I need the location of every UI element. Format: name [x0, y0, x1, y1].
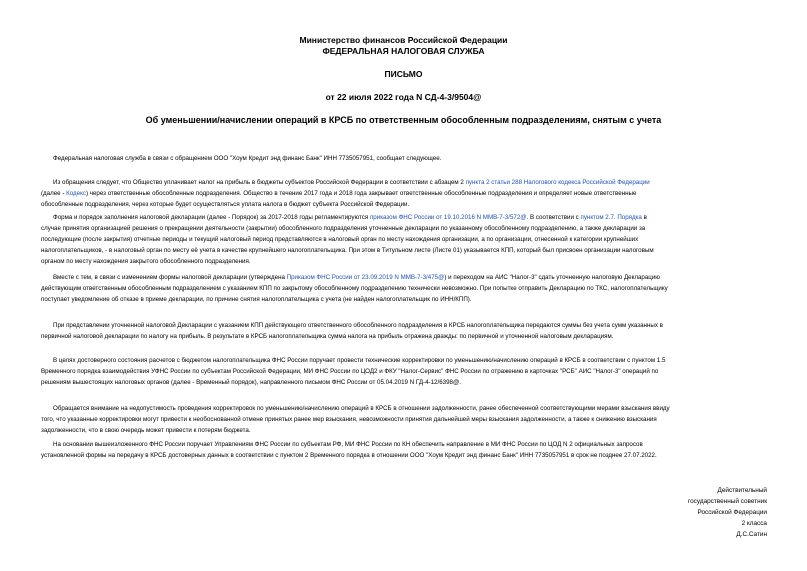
- paragraph-line: Обращается внимание на недопустимость проведения корректировок по уменьшению/начислению операций в КРСБ в отношении задолженности, ранее обеспеченной соответствующими мерами взыскания ввиду: [53, 405, 670, 412]
- paragraph-line: поступает уведомление об отказе в приеме декларации, по причине снятия налогоплательщика с учета (не найден налогоплательщик по ИНН/КПП).: [41, 296, 472, 303]
- paragraph-line: обособленные подразделения, через которые будет осуществляться уплата налога в бюджет субъекта Российской Федерации.: [41, 201, 410, 208]
- paragraph-line: действующим ответственным обособленным подразделением с указанием КПП по закрытому обособленному подразделению технически невозможно. При попытке отправить Декларацию по ТКС, налогоплательщику: [41, 285, 668, 292]
- paragraph-1: [41, 153, 768, 164]
- paragraph-6: [41, 355, 768, 388]
- document-date-number: от 22 июля 2022 года N СД-4-3/9504@: [325, 92, 482, 102]
- paragraph-5: [41, 320, 768, 342]
- paragraph-line: При представлении уточненной налоговой Декларации с указанием КПП действующего ответственного обособленного подразделения в КРСБ налогоплательщика передаются суммы без учета сумм указанных в: [53, 322, 663, 329]
- paragraph-line: [41, 188, 768, 199]
- paragraph-4: [41, 272, 768, 305]
- paragraph-line: случае принятия организацией решения о прекращении деятельности (закрытии) обособленного подразделения уточненные декларации по указанному обособленному подразделению, а также декларации за: [41, 225, 646, 232]
- text-run: в: [641, 214, 647, 221]
- text-run: ) через ответственные обособленные подразделения. Общество в течение 2017 года и 2018 года закрывает ответственные обособленные подразделения и определяет новые ответственные: [85, 190, 637, 197]
- paragraph-3: [41, 212, 768, 267]
- code-link[interactable]: Кодекс: [66, 190, 86, 197]
- ministry-title: Министерство финансов Российской Федерации: [299, 35, 508, 45]
- paragraph-2: [41, 177, 768, 210]
- document-type: ПИСЬМО: [384, 69, 423, 79]
- paragraph-8: [41, 439, 768, 461]
- signature-line: Действительный: [717, 487, 767, 494]
- signature-line: Российской Федерации: [697, 509, 767, 516]
- signatory-name: Д.С.Сатин: [736, 531, 767, 538]
- text-run: Вместе с тем, в связи с изменением формы налоговой декларации (утверждена: [53, 274, 287, 281]
- procedure-clause-link[interactable]: пунктом 2.7. Порядка: [580, 214, 642, 221]
- text-run: Из обращения следует, что Общество уплачивает налог на прибыль в бюджеты субъектов Российской Федерации в соответствии с абзацем 2: [53, 179, 466, 186]
- paragraph-line: того, что указанные корректировки могут привести к необоснованной отмене принятых ранее мер взыскания, невозможности принятия дальнейшей меры взыскания задолженности, а также к снижению взыскания: [41, 416, 657, 423]
- document-subject: Об уменьшении/начислении операций в КРСБ по ответственным обособленным подразделениям, снятым с учета: [145, 115, 662, 125]
- paragraph-line: [41, 212, 768, 223]
- paragraph-line: решениям вышестоящих налоговых органов (далее - Временный порядок), направленного письмом ФНС России от 05.04.2019 N ГД-4-12/6398@.: [41, 379, 461, 386]
- paragraph-line: первичной налоговой декларации по налогу на прибыль. В результате в КРСБ налогоплательщика сумма налога на прибыль отражена дважды: по первичной и уточненной налоговым декларациям.: [41, 333, 614, 340]
- paragraph-line: задолженности, что в свою очередь может привести к потерям бюджета.: [41, 427, 251, 434]
- paragraph-line: В целях достоверного состояния расчетов с бюджетом налогоплательщика ФНС России поручает провести технические корректировки по уменьшению/начислению операций в КРСБ в соответствии с пунктом 1.5: [53, 357, 666, 364]
- paragraph-line: Федеральная налоговая служба в связи с обращением ООО "Хоум Кредит энд финанс Банк" ИНН 7735057951, сообщает следующее.: [53, 155, 442, 162]
- paragraph-line: установленной формы на передачу в КРСБ достоверных данных в соответствии с пунктом 2 Временного порядка в отношении ООО "Хоум Кредит энд финанс Банк" ИНН 7735057951 в срок не позднее 27.07.2022.: [41, 452, 657, 459]
- text-run: ) и переходом на АИС "Налог-3" сдать уточненную налоговую Декларацию: [444, 274, 660, 281]
- order-572-link[interactable]: приказом ФНС России от 19.10.2016 N ММВ-7-3/572@: [369, 214, 527, 221]
- paragraph-line: На основании вышеизложенного ФНС России поручает Управлениям ФНС России по субъектам РФ, МИ ФНС России по КН обеспечить направление в МИ ФНС России по ЦОД N 2 официальных запросов: [53, 441, 643, 448]
- text-run: Форма и порядок заполнения налоговой декларации (далее - Порядок) за 2017-2018 годы регламентируются: [53, 214, 370, 221]
- paragraph-line: [41, 272, 768, 283]
- signature-line: 2 класса: [741, 520, 767, 527]
- text-run: . В соответствии с: [526, 214, 581, 221]
- paragraph-line: налогоплательщиков, - в налоговый орган по месту её учета в качестве крупнейшего налогоплательщика. При этом в Титульном листе (Листе 01) указывается КПП, который был присвоен организации налоговым: [41, 247, 654, 254]
- order-475-link[interactable]: Приказом ФНС России от 23.09.2019 N ММВ-7-3/475@: [286, 274, 445, 281]
- signature-block: [647, 485, 767, 540]
- paragraph-line: Временного порядка взаимодействия УФНС России по субъектам Российской Федерации, МИ ФНС России по ЦОД2 и ФКУ "Налог-Сервис" ФНС России по отражению в карточках "РСБ" АИС "Налог-3" операций по: [41, 368, 659, 375]
- signature-line: государственный советник: [687, 498, 767, 505]
- paragraph-line: [41, 177, 768, 188]
- paragraph-line: последующие (после закрытия) отчетные периоды и текущий налоговый период представляются в налоговый орган по месту нахождения организации, а по организации, отнесенной к категории крупнейших: [41, 236, 639, 243]
- tax-code-link[interactable]: пункта 2 статьи 288 Налогового кодекса Российской Федерации: [465, 179, 650, 186]
- text-run: (далее -: [41, 190, 67, 197]
- paragraph-line: органом по месту нахождения закрытого обособленного подразделения.: [41, 258, 251, 265]
- service-title: ФЕДЕРАЛЬНАЯ НАЛОГОВАЯ СЛУЖБА: [322, 46, 485, 56]
- paragraph-7: [41, 403, 768, 436]
